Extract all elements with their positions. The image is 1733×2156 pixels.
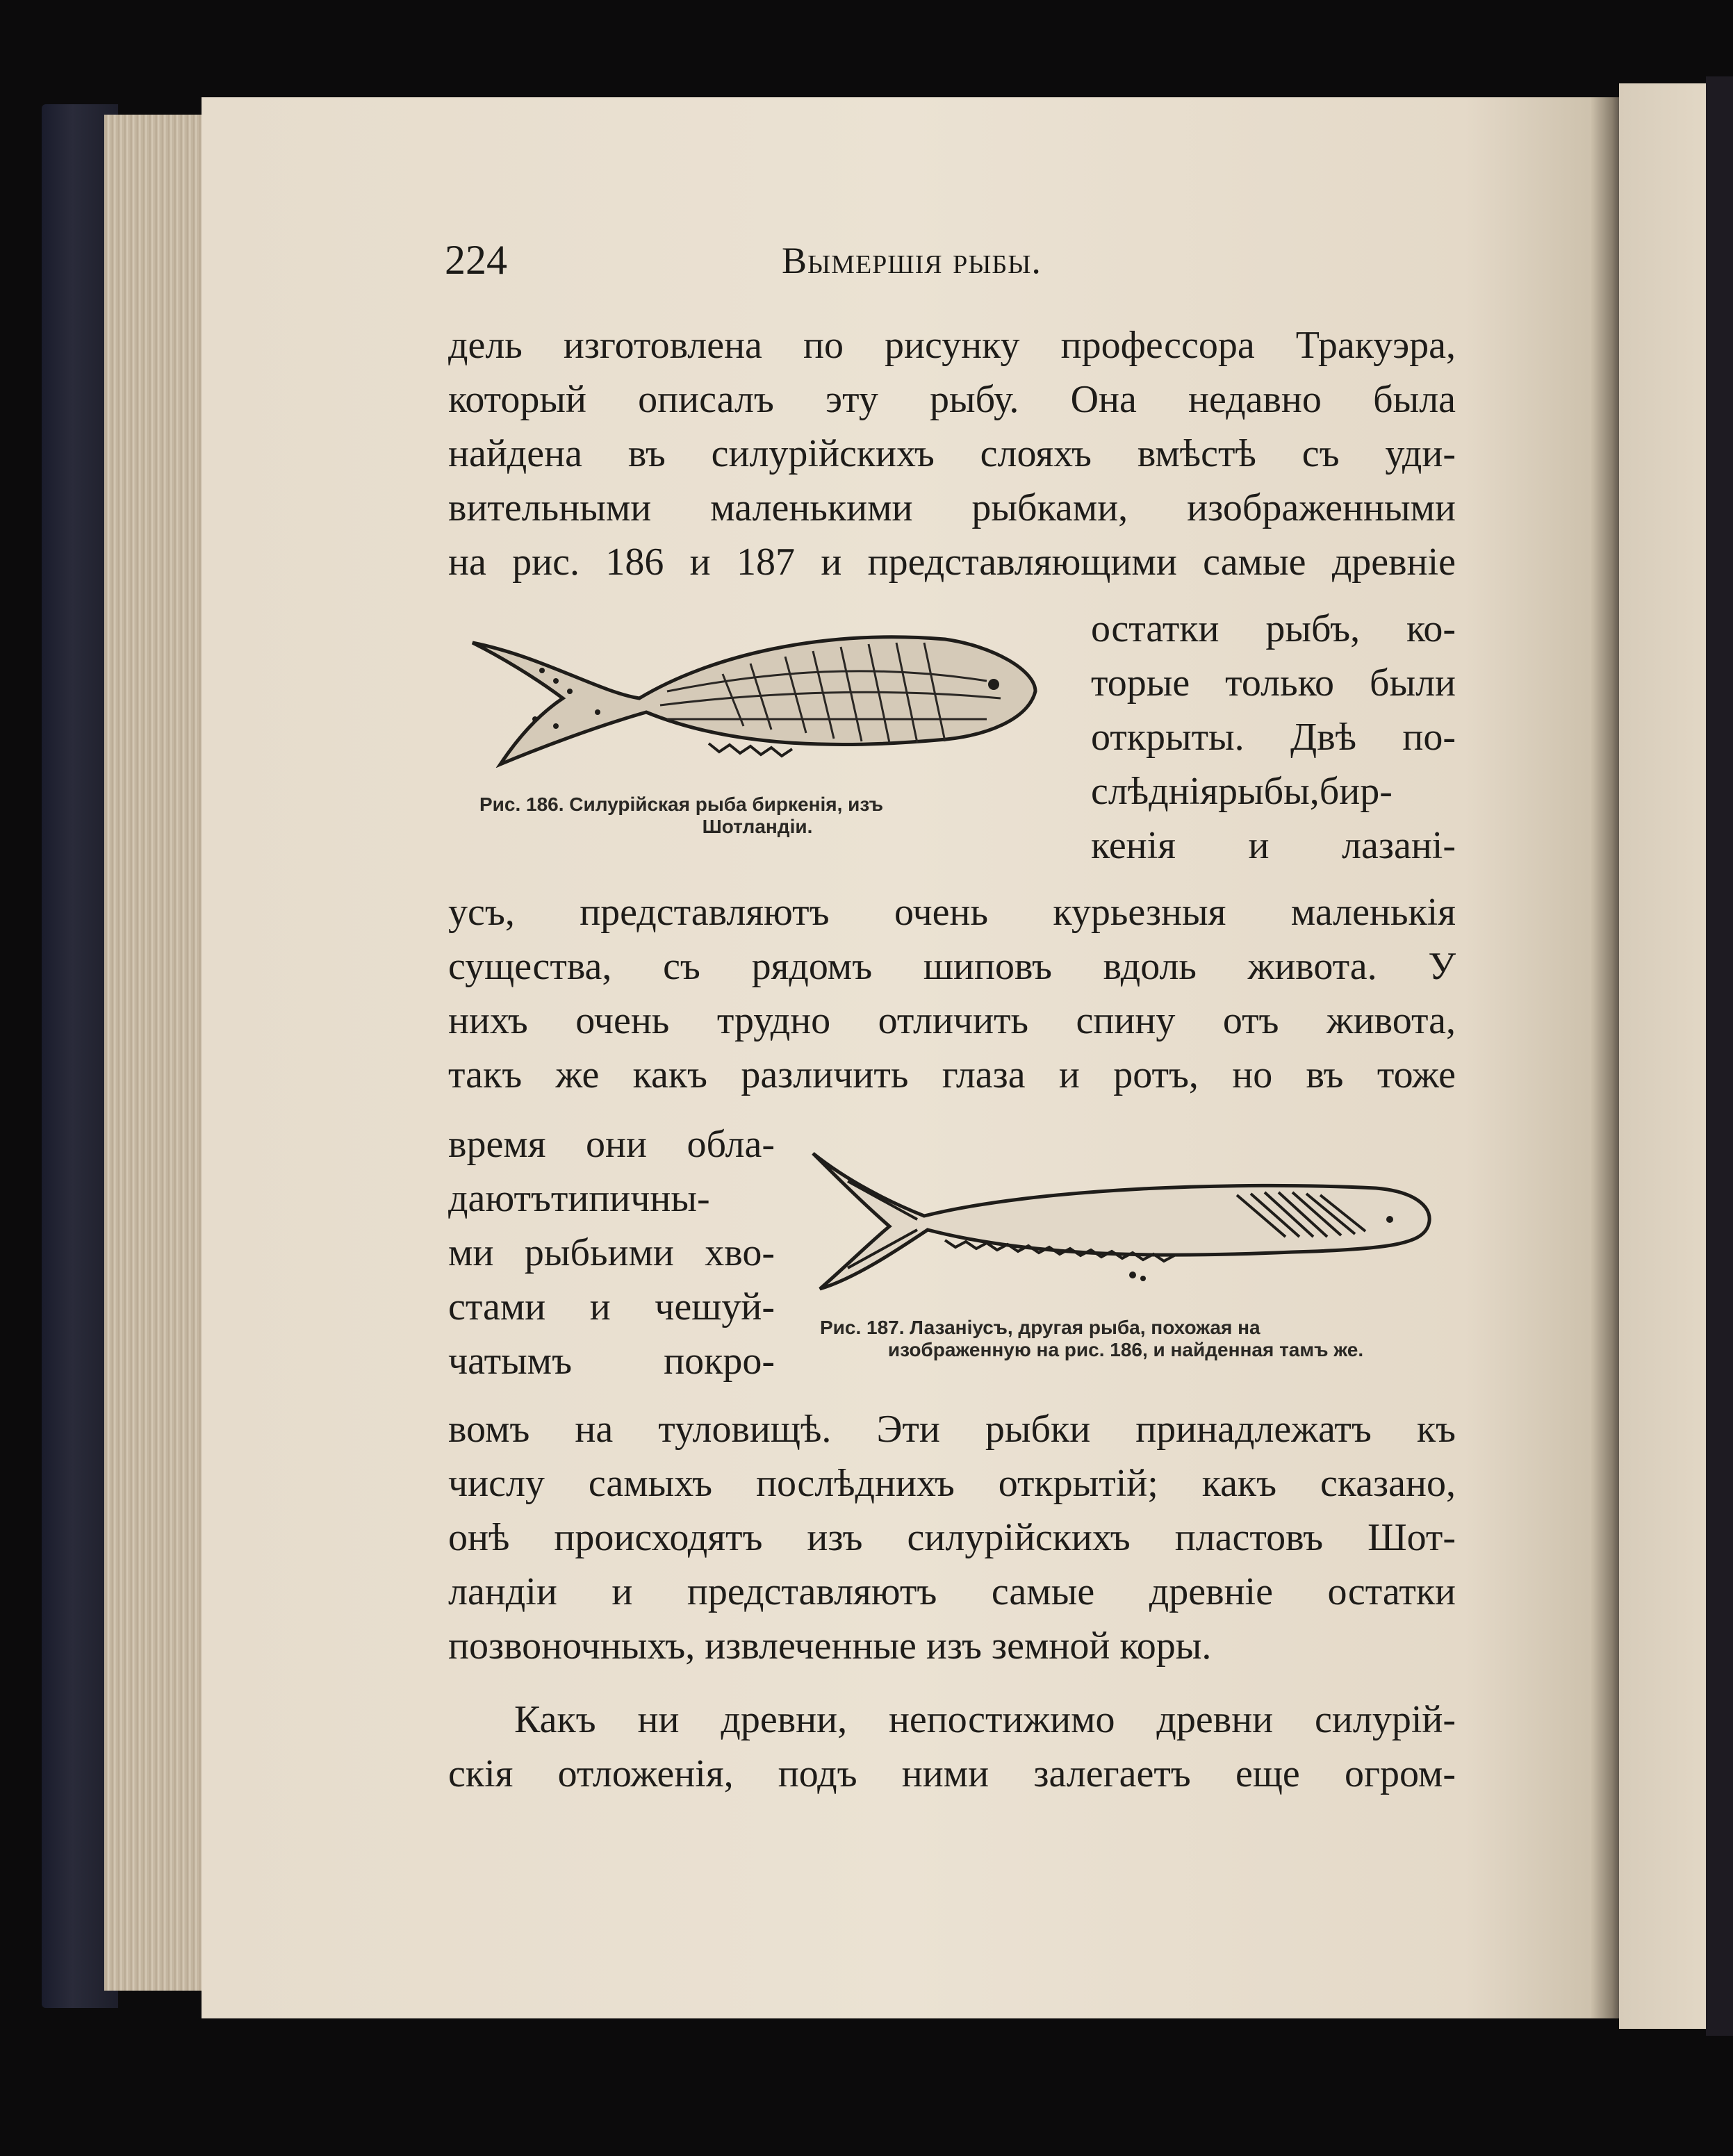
- paragraph-first-line: Какъ ни древни, непостижимо древни силурій-: [514, 1698, 1456, 1741]
- text-line: скія отложенія, подъ ними залегаетъ еще огром-: [448, 1752, 1456, 1795]
- text-line: слѣдніярыбы,бир-: [1091, 770, 1393, 813]
- text-line: остатки рыбъ, ко-: [1091, 607, 1456, 650]
- text-line: стами и чешуй-: [448, 1285, 775, 1328]
- page-header: [445, 236, 1456, 292]
- text-line: кенія и лазані-: [1091, 824, 1456, 867]
- text-line: существа, съ рядомъ шиповъ вдоль живота. У: [448, 945, 1456, 988]
- text-line: такъ же какъ различить глаза и ротъ, но въ тоже: [448, 1053, 1456, 1096]
- text-line: время они обла-: [448, 1123, 775, 1166]
- text-line: нихъ очень трудно отличить спину отъ живота,: [448, 999, 1456, 1042]
- facing-page-edge: [1619, 83, 1713, 2029]
- text-line: вомъ на туловищѣ. Эти рыбки принадлежатъ къ: [448, 1408, 1456, 1451]
- book-cover-right: [1706, 76, 1733, 2036]
- text-line: вительными маленькими рыбками, изображенными: [448, 486, 1456, 529]
- fig187-fish-illustration: [806, 1139, 1438, 1292]
- text-line: даютътипичны-: [448, 1177, 710, 1220]
- text-line: торые только были: [1091, 661, 1456, 705]
- running-title: Вымершія рыбы.: [782, 240, 1042, 281]
- text-line: ми рыбьими хво-: [448, 1231, 775, 1274]
- page-number: 224: [445, 237, 507, 283]
- text-line: онѣ происходятъ изъ силурійскихъ пластовъ Шот-: [448, 1516, 1456, 1559]
- fig186-caption-line2: Шотландіи.: [702, 816, 813, 837]
- fig186-caption-line1: Рис. 186. Силурійская рыба биркенія, изъ: [479, 793, 884, 815]
- text-line: чатымъ покро-: [448, 1340, 775, 1383]
- text-line: на рис. 186 и 187 и представляющими самые древніе: [448, 541, 1456, 584]
- fig186-fish-illustration: [459, 615, 1042, 768]
- text-line: усъ, представляютъ очень курьезныя маленькія: [448, 891, 1456, 934]
- text-line: дель изготовлена по рисунку профессора Тракуэра,: [448, 324, 1456, 367]
- page-edges: [104, 115, 208, 1991]
- text-line: открыты. Двѣ по-: [1091, 716, 1456, 759]
- fig187-caption-line1: Рис. 187. Лазаніусъ, другая рыба, похожая на: [820, 1317, 1260, 1338]
- text-line: позвоночныхъ, извлеченные изъ земной коры.: [448, 1624, 1212, 1668]
- text-line: числу самыхъ послѣднихъ открытій; какъ сказано,: [448, 1462, 1456, 1505]
- text-line: найдена въ силурійскихъ слояхъ вмѣстѣ съ уди-: [448, 432, 1456, 475]
- text-line: который описалъ эту рыбу. Она недавно была: [448, 378, 1456, 421]
- text-line: ландіи и представляютъ самые древніе остатки: [448, 1570, 1456, 1613]
- fig187-caption-line2: изображенную на рис. 186, и найденная тамъ же.: [887, 1339, 1364, 1360]
